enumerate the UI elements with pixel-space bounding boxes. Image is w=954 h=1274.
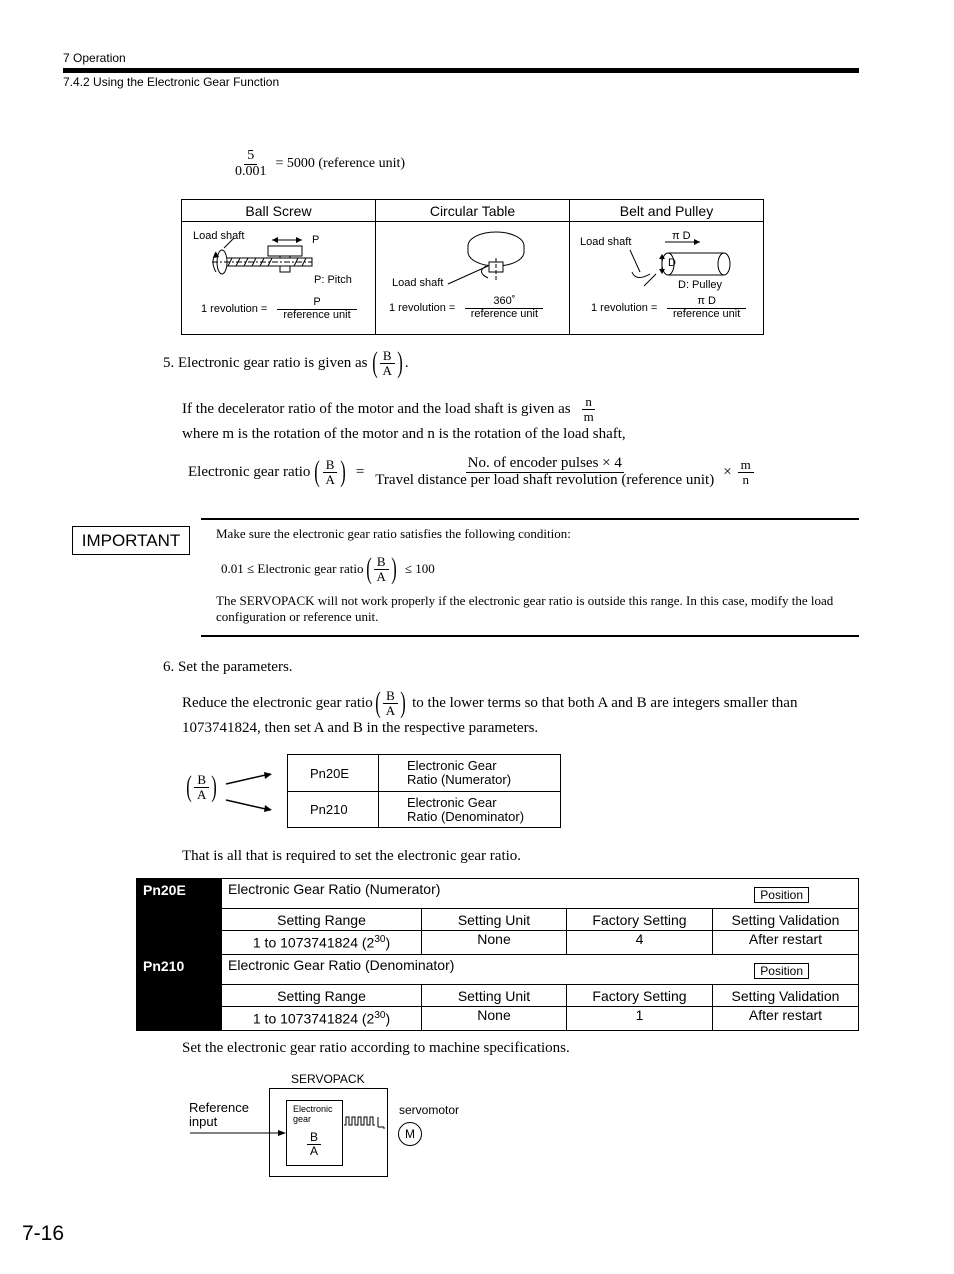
val-setting-range bbox=[222, 931, 422, 955]
circular-table-cell bbox=[376, 222, 570, 335]
param-header-row bbox=[137, 985, 859, 1007]
eg-label-2: gear bbox=[293, 1114, 312, 1124]
circular-den: reference unit bbox=[470, 307, 538, 320]
hdr-setting-unit: Setting Unit bbox=[422, 985, 567, 1007]
hdr-setting-range: Setting Range bbox=[222, 909, 422, 931]
circular-load-shaft-label: Load shaft bbox=[392, 277, 444, 289]
reference-label-2: input bbox=[189, 1114, 218, 1129]
formula-top bbox=[232, 149, 405, 179]
position-badge: Position bbox=[754, 963, 809, 979]
ba-den: A bbox=[382, 362, 392, 378]
ball-screw-den: reference unit bbox=[283, 308, 351, 321]
reduce-line: Reduce the electronic gear ratio ( $\frac{B}{A}$ ) to the lower terms so that both A and B are integers smaller than bbox=[182, 686, 798, 719]
ball-screw-cell bbox=[182, 222, 376, 335]
important-rule-bottom bbox=[201, 635, 859, 637]
col-circular-table: Circular Table bbox=[376, 200, 570, 222]
important-ba-den: A bbox=[376, 568, 386, 584]
param-map-desc2: Ratio (Denominator) bbox=[407, 808, 525, 824]
param-value-row bbox=[137, 931, 859, 955]
circular-num: 360˚ bbox=[465, 296, 543, 309]
formula-top-rhs: = 5000 (reference unit) bbox=[275, 156, 406, 172]
egr-mn-num: m bbox=[738, 458, 754, 473]
param-code: Pn20E bbox=[137, 879, 222, 955]
position-badge: Position bbox=[754, 887, 809, 903]
belt-pulley-label: D: Pulley bbox=[678, 279, 723, 291]
param-code: Pn210 bbox=[137, 955, 222, 1031]
servomotor-m: M bbox=[405, 1127, 415, 1141]
reduce-pre: Reduce the electronic gear ratio bbox=[182, 694, 373, 711]
egr-ba-den: A bbox=[325, 471, 335, 487]
ball-screw-pitch-label: P: Pitch bbox=[314, 274, 352, 286]
important-cond-left: 0.01 ≤ Electronic gear ratio bbox=[221, 561, 364, 576]
ba-arrow-fraction: ( $\frac{B}{A}$ ) bbox=[186, 770, 218, 803]
servomotor-icon bbox=[398, 1122, 422, 1146]
param-map-desc2: Ratio (Numerator) bbox=[407, 772, 512, 787]
param-map-code: Pn20E bbox=[288, 755, 379, 792]
param-title-cell bbox=[222, 955, 859, 985]
ball-screw-load-shaft-label: Load shaft bbox=[193, 230, 245, 242]
final-text: Set the electronic gear ratio according to machine specifications. bbox=[182, 1040, 570, 1056]
chapter-heading: 7 Operation bbox=[63, 51, 126, 65]
hdr-factory-setting: Factory Setting bbox=[567, 909, 713, 931]
reference-label-1: Reference bbox=[189, 1100, 249, 1115]
eg-ba-num: B bbox=[307, 1131, 321, 1145]
val-setting-validation: After restart bbox=[713, 1007, 859, 1031]
arrow-ba-num: B bbox=[194, 773, 209, 788]
egr-equals: = bbox=[355, 463, 365, 480]
reduce-line2: 1073741824, then set A and B in the respective parameters. bbox=[182, 720, 539, 736]
egr-mn-den: n bbox=[742, 471, 749, 487]
belt-d-label: D bbox=[668, 257, 676, 269]
circular-formula bbox=[389, 296, 543, 320]
val-setting-unit: None bbox=[422, 931, 567, 955]
that-is-all: That is all that is required to set the electronic gear ratio. bbox=[182, 848, 522, 864]
range-close: ) bbox=[385, 1010, 391, 1027]
parameter-table bbox=[136, 878, 859, 1031]
important-ba-num: B bbox=[374, 555, 389, 570]
header-rule bbox=[63, 68, 859, 73]
belt-pi-d-label: π D bbox=[672, 230, 691, 242]
important-label: IMPORTANT bbox=[72, 526, 190, 555]
important-line1: Make sure the electronic gear ratio satisfies the following condition: bbox=[216, 526, 571, 541]
page-number: 7-16 bbox=[22, 1222, 65, 1245]
hdr-setting-unit: Setting Unit bbox=[422, 909, 567, 931]
param-title-row bbox=[137, 955, 859, 985]
where-line: where m is the rotation of the motor and n is the rotation of the load shaft, bbox=[182, 426, 626, 442]
ball-screw-formula bbox=[201, 297, 357, 321]
important-cond-right: ≤ 100 bbox=[404, 561, 435, 576]
param-map-table bbox=[287, 754, 561, 828]
param-map-row bbox=[288, 792, 561, 828]
belt-rev: 1 revolution = bbox=[591, 302, 658, 315]
eg-label-1: Electronic bbox=[293, 1104, 333, 1114]
ball-screw-num: P bbox=[277, 297, 356, 310]
param-title: Electronic Gear Ratio (Denominator) bbox=[228, 957, 455, 973]
hdr-setting-validation: Setting Validation bbox=[713, 985, 859, 1007]
step6-text: 6. Set the parameters. bbox=[163, 659, 293, 675]
egr-num: No. of encoder pulses × 4 bbox=[467, 455, 622, 471]
step5-period: . bbox=[404, 354, 409, 371]
egr-times: × bbox=[723, 463, 732, 480]
param-title: Electronic Gear Ratio (Numerator) bbox=[228, 881, 441, 897]
servopack-label: SERVOPACK bbox=[291, 1072, 365, 1086]
important-line3: The SERVOPACK will not work properly if the electronic gear ratio is outside this range. In this case, modify the load configuration or reference unit. bbox=[216, 593, 834, 624]
val-factory-setting: 4 bbox=[567, 931, 713, 955]
col-ball-screw: Ball Screw bbox=[182, 200, 376, 222]
ba-num: B bbox=[380, 349, 395, 364]
formula-top-num: 5 bbox=[244, 149, 257, 165]
param-header-row bbox=[137, 909, 859, 931]
val-factory-setting: 1 bbox=[567, 1007, 713, 1031]
reduce-ba-den: A bbox=[385, 702, 396, 718]
param-map-desc bbox=[379, 792, 561, 828]
step5-text: 5. Electronic gear ratio is given as bbox=[163, 354, 368, 371]
step5-line bbox=[163, 348, 409, 378]
col-belt-pulley: Belt and Pulley bbox=[570, 200, 764, 222]
param-map-code: Pn210 bbox=[288, 792, 379, 828]
section-heading: 7.4.2 Using the Electronic Gear Function bbox=[63, 75, 280, 89]
param-title-row bbox=[137, 879, 859, 909]
formula-top-den: 0.001 bbox=[235, 163, 267, 179]
arrow-ba-den: A bbox=[197, 786, 207, 802]
belt-num: π D bbox=[667, 296, 746, 309]
val-setting-unit: None bbox=[422, 1007, 567, 1031]
important-condition: 0.01 ≤ Electronic gear ratio ( $\frac{B}{A}$ ) ≤ 100 bbox=[221, 552, 435, 585]
val-setting-validation: After restart bbox=[713, 931, 859, 955]
belt-pulley-illustration bbox=[570, 222, 764, 292]
mechanism-table bbox=[181, 199, 764, 335]
reduce-post: to the lower terms so that both A and B are integers smaller than bbox=[412, 694, 798, 711]
ba-fraction: ( $\frac{B}{A}$ ) bbox=[371, 346, 403, 379]
param-value-row bbox=[137, 1007, 859, 1031]
range-base: 1 to 1073741824 (2 bbox=[252, 1010, 375, 1027]
param-title-cell bbox=[222, 879, 859, 909]
belt-pulley-cell bbox=[570, 222, 764, 335]
hdr-setting-range: Setting Range bbox=[222, 985, 422, 1007]
ball-screw-p-label: P bbox=[312, 234, 320, 246]
egr-label: Electronic gear ratio bbox=[188, 463, 311, 480]
range-base: 1 to 1073741824 (2 bbox=[252, 934, 375, 951]
belt-formula bbox=[591, 296, 746, 320]
range-exp: 30 bbox=[374, 1010, 386, 1022]
decel-num: n bbox=[582, 395, 595, 410]
hdr-setting-validation: Setting Validation bbox=[713, 909, 859, 931]
decel-line bbox=[182, 395, 597, 423]
val-setting-range bbox=[222, 1007, 422, 1031]
param-map-desc1: Electronic Gear bbox=[407, 794, 497, 810]
belt-load-shaft-label: Load shaft bbox=[580, 236, 632, 248]
hdr-factory-setting: Factory Setting bbox=[567, 985, 713, 1007]
reduce-ba-num: B bbox=[383, 689, 398, 704]
egr-den: Travel distance per load shaft revolution (reference unit) bbox=[375, 471, 715, 488]
ball-screw-rev: 1 revolution = bbox=[201, 303, 268, 316]
important-rule-top bbox=[201, 518, 859, 520]
egr-ba-num: B bbox=[323, 458, 338, 473]
range-close: ) bbox=[385, 934, 391, 951]
range-exp: 30 bbox=[374, 934, 386, 946]
belt-den: reference unit bbox=[673, 307, 741, 320]
param-map-desc bbox=[379, 755, 561, 792]
circular-rev: 1 revolution = bbox=[389, 302, 456, 315]
eg-ba-den: A bbox=[310, 1143, 319, 1158]
decel-text: If the decelerator ratio of the motor and the load shaft is given as bbox=[182, 400, 571, 417]
egr-formula: Electronic gear ratio ( $\frac{B}{A}$ ) = $\frac{\text{No. of encoder pulses × 4}}{\text{Travel distance per load shaft revolution (reference unit)}}$ × $\frac{m}{n}$ bbox=[188, 456, 754, 489]
decel-den: m bbox=[583, 408, 594, 424]
servomotor-label: servomotor bbox=[399, 1103, 460, 1117]
param-map-row bbox=[288, 755, 561, 792]
ba-arrows bbox=[222, 768, 282, 818]
param-map-desc1: Electronic Gear bbox=[407, 758, 497, 773]
